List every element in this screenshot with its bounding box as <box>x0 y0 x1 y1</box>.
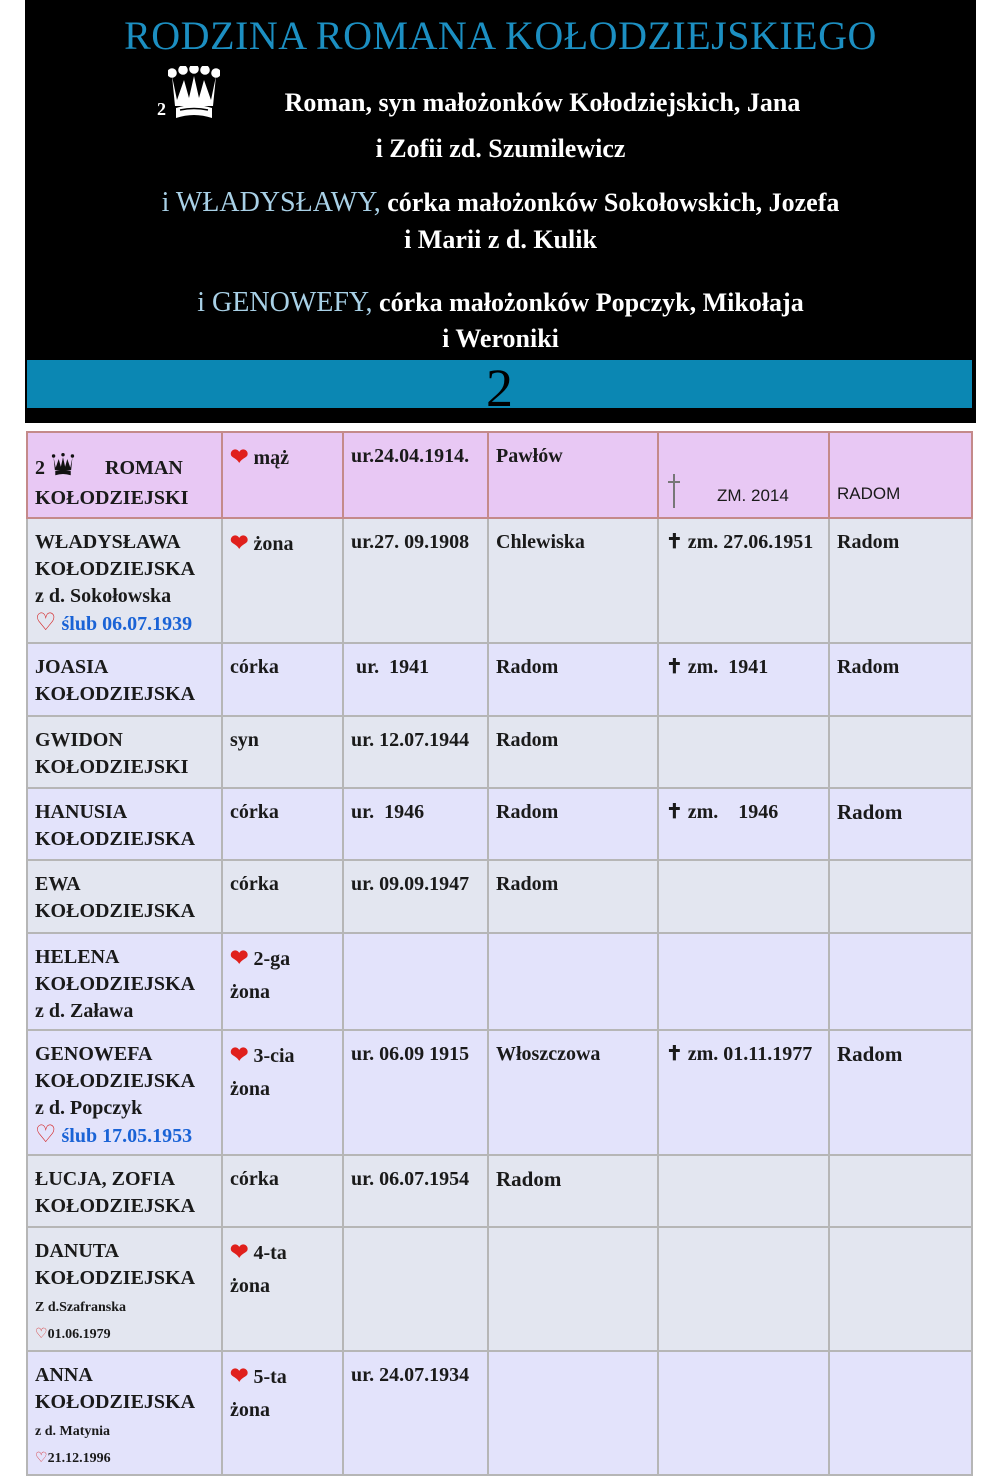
role: żona <box>253 533 294 555</box>
heart-icon: ❤ <box>230 1042 249 1067</box>
table-row <box>27 716 972 788</box>
cell-name <box>27 432 222 518</box>
last-name: KOŁODZIEJSKA <box>35 973 196 995</box>
outline-heart-icon: ♡ <box>35 610 57 636</box>
heart-icon: ❤ <box>230 1363 249 1388</box>
wife-1-parents: córka małożonków Sokołowskich, Jozefa <box>380 188 840 217</box>
maiden-name: Z d.Szafranska <box>35 1300 127 1315</box>
cell-death <box>658 860 829 933</box>
first-name: JOASIA <box>35 656 109 678</box>
cell-death <box>658 716 829 788</box>
first-name: WŁADYSŁAWA <box>35 531 181 553</box>
cell-born <box>343 933 488 1030</box>
cell-death <box>658 1030 829 1155</box>
last-name: KOŁODZIEJSKA <box>35 900 196 922</box>
role-suffix: żona <box>230 981 270 1003</box>
heart-icon: ❤ <box>230 444 249 469</box>
cell-death-place <box>829 1155 972 1227</box>
cell-death <box>658 643 829 716</box>
cell-place: Radom <box>488 860 658 933</box>
cell-born: ur. 1946 <box>343 788 488 860</box>
role-suffix: żona <box>230 1078 270 1100</box>
cell-death-place <box>829 716 972 788</box>
last-name: KOŁODZIEJSKA <box>35 558 196 580</box>
generation-bar-number: 2 <box>486 358 513 418</box>
wedding-date: ślub 06.07.1939 <box>61 613 193 635</box>
last-name: KOŁODZIEJSKA <box>35 828 196 850</box>
role-suffix: żona <box>230 1275 270 1297</box>
last-name: KOŁODZIEJSKA <box>35 1391 196 1413</box>
wife-3-name: i GENOWEFY, <box>197 287 373 318</box>
table-row <box>27 1030 972 1155</box>
last-name: KOŁODZIEJSKA <box>35 1267 196 1289</box>
last-name: KOŁODZIEJSKA <box>35 1070 196 1092</box>
death-date: zm. 01.11.1977 <box>687 1043 813 1065</box>
cell-name <box>27 716 222 788</box>
table-row <box>27 643 972 716</box>
generation-bar <box>27 358 972 418</box>
cell-name <box>27 518 222 643</box>
cell-born: ur. 12.07.1944 <box>343 716 488 788</box>
role: 3-cia <box>253 1045 295 1067</box>
cell-place: Chlewiska <box>488 518 658 643</box>
cell-death-place <box>829 933 972 1030</box>
header-line-1: Roman, syn małożonków Kołodziejskich, Jana <box>284 88 801 117</box>
last-name: KOŁODZIEJSKA <box>35 1195 196 1217</box>
table-row <box>27 1227 972 1351</box>
cell-place <box>488 1227 658 1351</box>
role-suffix: żona <box>230 1399 270 1421</box>
header-line-2: i Zofii zd. Szumilewicz <box>375 134 626 163</box>
cell-death <box>658 1227 829 1351</box>
cell-born: ur. 09.09.1947 <box>343 860 488 933</box>
head-death-place: RADOM <box>837 484 901 503</box>
head-death: ZM. 2014 <box>717 486 789 505</box>
cell-death <box>658 432 829 518</box>
death-date: zm. 1941 <box>687 656 769 678</box>
cell-role <box>222 1227 343 1351</box>
death-date: zm. 1946 <box>687 801 779 823</box>
cell-role: córka <box>222 643 343 716</box>
maiden-name: z d. Popczyk <box>35 1097 143 1119</box>
cell-place <box>488 1351 658 1475</box>
cell-role <box>222 518 343 643</box>
header-line-6: i Weroniki <box>442 324 559 353</box>
cell-role <box>222 1351 343 1475</box>
header-line-4: i Marii z d. Kulik <box>404 225 597 254</box>
head-role: mąż <box>253 447 289 469</box>
cell-born: ur. 06.09 1915 <box>343 1030 488 1155</box>
table-row <box>27 1351 972 1475</box>
cell-death <box>658 933 829 1030</box>
cell-role <box>222 432 343 518</box>
cross-icon: ✝ <box>666 656 683 678</box>
cell-born: ur. 1941 <box>343 643 488 716</box>
table-row <box>27 1155 972 1227</box>
cell-born: ur.27. 09.1908 <box>343 518 488 643</box>
cell-place: Radom <box>488 1155 658 1227</box>
wife-3-parents: córka małożonków Popczyk, Mikołaja <box>372 288 804 317</box>
page-title: RODZINA ROMANA KOŁODZIEJSKIEGO <box>124 13 877 58</box>
cross-icon: ✝ <box>666 1043 683 1065</box>
generation-number: 2 <box>157 99 166 119</box>
header-line-5 <box>25 287 976 319</box>
cell-place <box>488 933 658 1030</box>
first-name: ANNA <box>35 1364 93 1386</box>
cell-death-place: Radom <box>829 1030 972 1155</box>
outline-heart-icon: ♡ <box>35 1327 48 1342</box>
cell-name <box>27 643 222 716</box>
heart-icon: ❤ <box>230 945 249 970</box>
cell-born: ur. 06.07.1954 <box>343 1155 488 1227</box>
cell-death <box>658 1351 829 1475</box>
first-name: HELENA <box>35 946 120 968</box>
header-banner <box>25 0 976 423</box>
role: 4-ta <box>253 1242 287 1264</box>
cell-death-place <box>829 432 972 518</box>
cell-role: córka <box>222 788 343 860</box>
death-date: zm. 27.06.1951 <box>687 531 814 553</box>
cross-icon: ✝ <box>666 531 683 553</box>
wedding-date: 01.06.1979 <box>47 1327 111 1342</box>
last-name: KOŁODZIEJSKI <box>35 756 189 778</box>
cell-role: syn <box>222 716 343 788</box>
cell-born <box>343 1227 488 1351</box>
role: 2-ga <box>253 948 291 970</box>
cross-icon: ✝ <box>666 801 683 823</box>
role: 5-ta <box>253 1366 287 1388</box>
first-name: HANUSIA <box>35 801 128 823</box>
cell-name <box>27 860 222 933</box>
cell-death <box>658 788 829 860</box>
cell-role: córka <box>222 1155 343 1227</box>
outline-heart-icon: ♡ <box>35 1451 48 1466</box>
wedding-date: ślub 17.05.1953 <box>61 1125 193 1147</box>
cell-place: Pawłów <box>488 432 658 518</box>
cell-name <box>27 1227 222 1351</box>
cell-death-place <box>829 1227 972 1351</box>
cell-death <box>658 1155 829 1227</box>
cell-death-place <box>829 860 972 933</box>
family-table <box>26 431 973 1476</box>
cell-place: Włoszczowa <box>488 1030 658 1155</box>
cell-place: Radom <box>488 643 658 716</box>
cell-place: Radom <box>488 716 658 788</box>
cell-role <box>222 933 343 1030</box>
table-row <box>27 788 972 860</box>
first-name: ŁUCJA, ZOFIA <box>35 1168 176 1190</box>
heart-icon: ❤ <box>230 1239 249 1264</box>
cross-icon <box>666 473 682 509</box>
table-row <box>27 518 972 643</box>
cell-name <box>27 1155 222 1227</box>
maiden-name: z d. Sokołowska <box>35 585 172 607</box>
cell-death <box>658 518 829 643</box>
header-line-3 <box>25 187 976 219</box>
table-row <box>27 933 972 1030</box>
maiden-name: z d. Matynia <box>35 1424 111 1439</box>
cell-role <box>222 1030 343 1155</box>
outline-heart-icon: ♡ <box>35 1122 57 1148</box>
cell-name <box>27 1030 222 1155</box>
cell-name <box>27 1351 222 1475</box>
head-last-name: KOŁODZIEJSKI <box>35 487 189 509</box>
wife-1-name: i WŁADYSŁAWY, <box>161 187 381 218</box>
cell-name <box>27 788 222 860</box>
first-name: GENOWEFA <box>35 1043 153 1065</box>
cell-death-place: Radom <box>829 518 972 643</box>
cell-born: ur.24.04.1914. <box>343 432 488 518</box>
first-name: GWIDON <box>35 729 123 751</box>
table-row <box>27 860 972 933</box>
cell-death-place <box>829 1351 972 1475</box>
heart-icon: ❤ <box>230 530 249 555</box>
last-name: KOŁODZIEJSKA <box>35 683 196 705</box>
cell-name <box>27 933 222 1030</box>
first-name: DANUTA <box>35 1240 120 1262</box>
cell-born: ur. 24.07.1934 <box>343 1351 488 1475</box>
crown-icon <box>50 453 76 477</box>
head-number: 2 <box>35 457 45 479</box>
cell-death-place: Radom <box>829 788 972 860</box>
head-first-name: ROMAN <box>105 457 183 479</box>
wedding-date: 21.12.1996 <box>47 1451 111 1466</box>
maiden-name: z d. Zaława <box>35 1000 134 1022</box>
cell-role: córka <box>222 860 343 933</box>
cell-place: Radom <box>488 788 658 860</box>
first-name: EWA <box>35 873 81 895</box>
cell-death-place: Radom <box>829 643 972 716</box>
table-row-head <box>27 432 972 518</box>
